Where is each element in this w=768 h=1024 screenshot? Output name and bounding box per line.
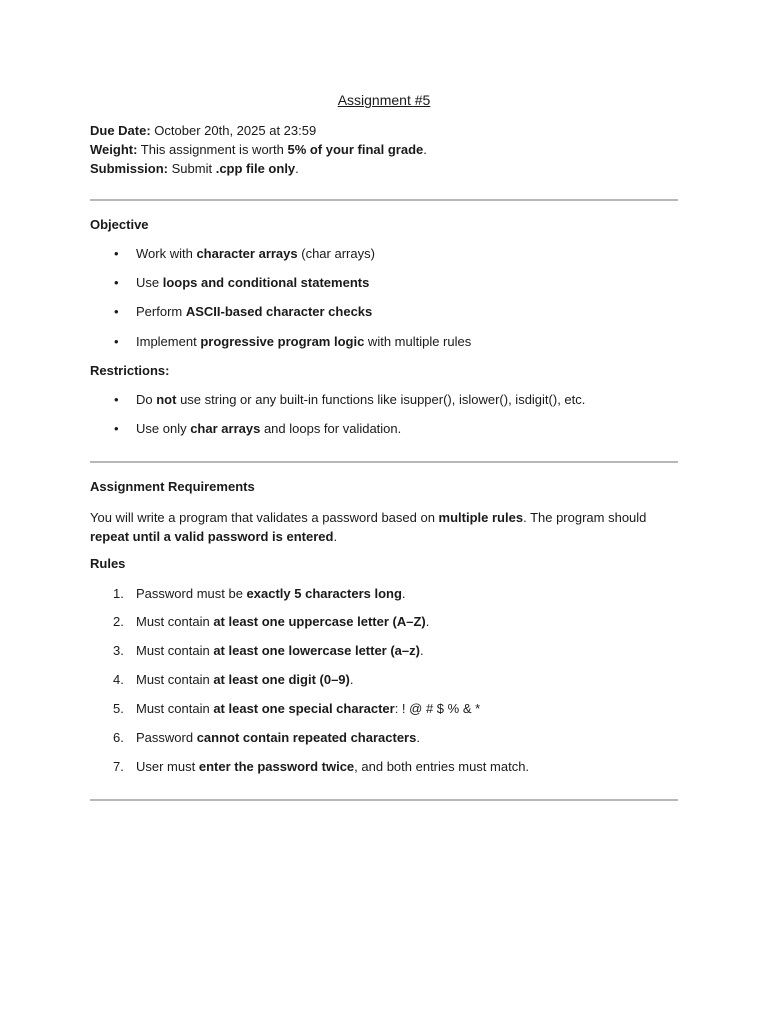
para-text: . The program should (523, 510, 647, 525)
item-text: Password must be (136, 586, 247, 601)
rule-number: 7. (113, 759, 124, 774)
divider (90, 199, 678, 201)
page-title: Assignment #5 (337, 92, 431, 108)
item-text: (char arrays) (297, 246, 375, 261)
objective-item (136, 334, 471, 349)
objective-item (136, 275, 369, 290)
rule-item (113, 759, 530, 774)
submission-value: .cpp file only (215, 161, 296, 176)
requirements-paragraph (90, 508, 680, 546)
item-emphasis: at least one digit (0–9) (213, 672, 350, 687)
rule-number: 4. (113, 672, 124, 687)
rule-item (113, 586, 406, 601)
submission-period: . (295, 161, 299, 176)
rule-number: 1. (113, 586, 124, 601)
rule-item (113, 730, 420, 745)
due-date-value: October 20th, 2025 at 23:59 (150, 123, 317, 138)
objective-item (136, 246, 375, 261)
item-text: : ! @ # $ % & * (394, 701, 481, 716)
item-text: . (419, 643, 424, 658)
item-text: with multiple rules (364, 334, 472, 349)
item-text: , and both entries must match. (354, 759, 530, 774)
weight-line (90, 140, 427, 159)
requirements-heading: Assignment Requirements (90, 479, 255, 494)
rule-number: 2. (113, 614, 124, 629)
objective-item (136, 304, 372, 319)
item-text: Must contain (136, 701, 214, 716)
item-emphasis: char arrays (190, 421, 261, 436)
para-emphasis: repeat until a valid password is entered (90, 529, 334, 544)
rule-number: 6. (113, 730, 124, 745)
item-emphasis: cannot contain repeated characters (196, 730, 417, 745)
rule-item (113, 614, 430, 629)
restriction-item (136, 421, 401, 436)
divider (90, 799, 678, 801)
item-emphasis: at least one uppercase letter (A–Z) (213, 614, 426, 629)
item-text: Must contain (136, 614, 214, 629)
weight-label: Weight: (90, 142, 138, 157)
item-text: Must contain (136, 643, 214, 658)
item-text: Implement (136, 334, 201, 349)
para-text: You will write a program that validates a password based on (90, 510, 439, 525)
item-text: Work with (136, 246, 197, 261)
rule-item (113, 643, 424, 658)
divider (90, 461, 678, 463)
weight-text: This assignment is worth (137, 142, 288, 157)
item-text: use string or any built-in functions like isupper(), islower(), isdigit(), etc. (176, 392, 586, 407)
item-emphasis: loops and conditional statements (162, 275, 370, 290)
item-text: . (401, 586, 406, 601)
due-date-line (90, 121, 427, 140)
para-emphasis: multiple rules (438, 510, 524, 525)
item-emphasis: not (156, 392, 177, 407)
item-emphasis: at least one special character (213, 701, 395, 716)
item-text: Use (136, 275, 163, 290)
submission-line (90, 159, 427, 178)
due-date-label: Due Date: (90, 123, 151, 138)
item-emphasis: progressive program logic (200, 334, 365, 349)
restriction-item (136, 392, 585, 407)
weight-value: 5% of your final grade (287, 142, 424, 157)
item-text: and loops for validation. (260, 421, 402, 436)
rule-item (113, 672, 354, 687)
item-emphasis: exactly 5 characters long (246, 586, 402, 601)
item-emphasis: character arrays (196, 246, 298, 261)
item-emphasis: enter the password twice (198, 759, 355, 774)
item-text: Must contain (136, 672, 214, 687)
item-text: Use only (136, 421, 191, 436)
item-text: User must (136, 759, 199, 774)
para-text: . (333, 529, 338, 544)
rule-number: 5. (113, 701, 124, 716)
item-text: . (416, 730, 420, 745)
item-text: Password (136, 730, 197, 745)
assignment-meta (90, 121, 427, 178)
rule-item (113, 701, 481, 716)
submission-text: Submit (168, 161, 216, 176)
item-text: Perform (136, 304, 186, 319)
rule-number: 3. (113, 643, 124, 658)
submission-label: Submission: (90, 161, 169, 176)
weight-period: . (423, 142, 427, 157)
item-text: . (425, 614, 430, 629)
item-emphasis: ASCII-based character checks (185, 304, 373, 319)
item-emphasis: at least one lowercase letter (a–z) (213, 643, 420, 658)
restrictions-heading: Restrictions: (90, 363, 170, 378)
item-text: Do (136, 392, 157, 407)
item-text: . (349, 672, 354, 687)
objective-heading: Objective (90, 217, 149, 232)
rules-heading: Rules (90, 556, 126, 571)
